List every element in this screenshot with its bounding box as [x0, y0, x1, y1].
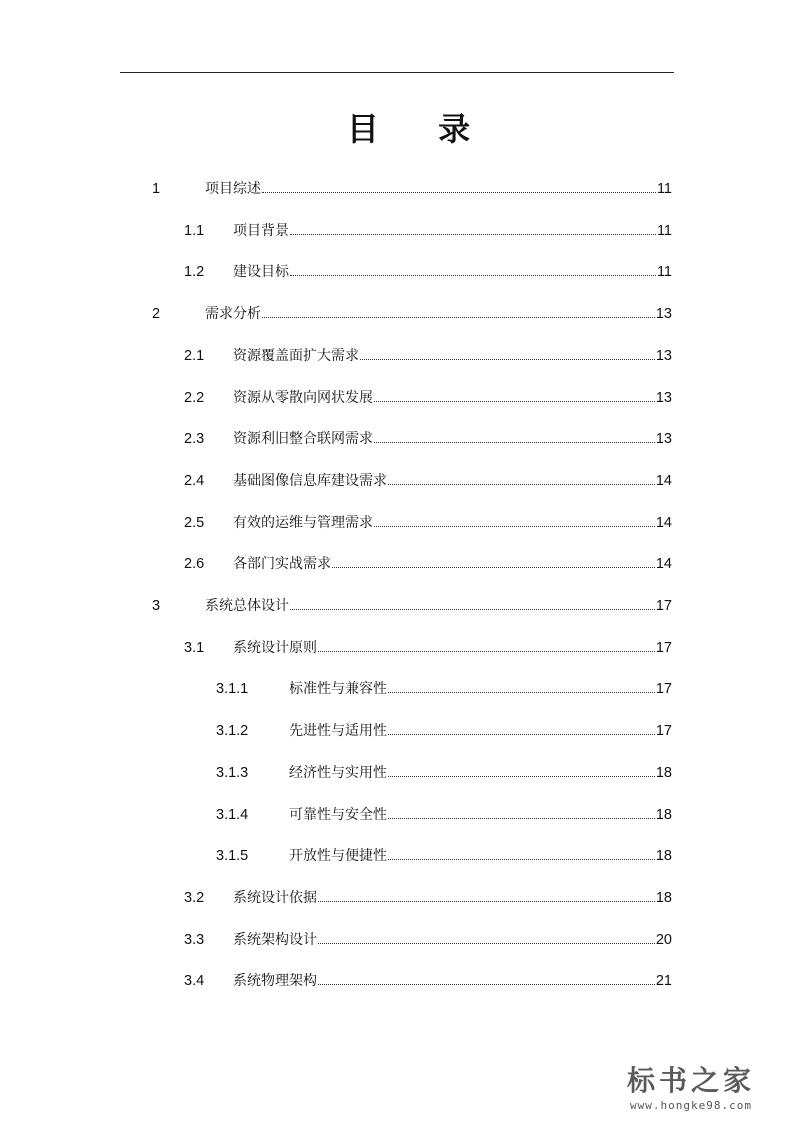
- toc-entry-title: 需求分析: [205, 306, 261, 323]
- toc-entry-title: 开放性与便捷性: [289, 848, 387, 865]
- toc-entry[interactable]: [216, 762, 672, 782]
- toc-entry-page: 13: [655, 347, 672, 364]
- toc-entry-page: 17: [655, 681, 672, 698]
- toc-entry-number: 3: [152, 598, 161, 614]
- toc-entry[interactable]: [152, 595, 672, 615]
- toc-entry-title: 基础图像信息库建设需求: [233, 472, 387, 489]
- toc-leader-dots: [388, 818, 655, 819]
- toc-entry-page: 18: [655, 764, 672, 781]
- toc-entry[interactable]: [184, 970, 672, 990]
- toc-entry[interactable]: [152, 178, 672, 198]
- toc-leader-dots: [388, 734, 655, 735]
- toc-entry[interactable]: [216, 804, 672, 824]
- toc-entry-page: 14: [655, 514, 672, 531]
- toc-entry-page: 18: [655, 889, 672, 906]
- toc-entry-number: 2.4: [184, 472, 205, 489]
- toc-entry-title: 系统架构设计: [233, 931, 317, 948]
- toc-entry-title: 系统物理架构: [233, 973, 317, 990]
- toc-entry[interactable]: [184, 387, 672, 407]
- toc-entry-number: 3.1.5: [216, 848, 249, 865]
- toc-entry[interactable]: [216, 678, 672, 698]
- toc-entry-page: 17: [655, 639, 672, 656]
- toc-entry[interactable]: [184, 470, 672, 490]
- watermark-brand: 标书之家: [626, 1064, 755, 1097]
- toc-entry-number: 2.6: [184, 556, 205, 573]
- toc-entry[interactable]: [184, 637, 672, 657]
- toc-entry-page: 21: [655, 973, 672, 990]
- watermark: [601, 1059, 781, 1112]
- toc-entry-page: 18: [655, 806, 672, 823]
- toc-leader-dots: [318, 943, 655, 944]
- toc-leader-dots: [332, 567, 655, 568]
- toc-entry-number: 2: [152, 306, 161, 323]
- header-rule: [120, 72, 674, 73]
- toc-leader-dots: [290, 234, 656, 235]
- toc-entry-page: 11: [656, 181, 672, 197]
- toc-entry-page: 14: [655, 556, 672, 573]
- toc-entry-number: 2.1: [184, 347, 205, 364]
- toc-leader-dots: [374, 442, 655, 443]
- toc-entry-page: 20: [655, 931, 672, 948]
- toc-entry-number: 3.3: [184, 931, 205, 948]
- watermark-url: www.hongke98.com: [630, 1099, 752, 1112]
- toc-entry[interactable]: [184, 345, 672, 365]
- toc-entry-title: 资源覆盖面扩大需求: [233, 347, 359, 364]
- toc-entry-number: 2.3: [184, 431, 205, 448]
- toc-leader-dots: [388, 692, 655, 693]
- toc-entry-title: 项目综述: [205, 181, 261, 197]
- toc-leader-dots: [388, 776, 655, 777]
- toc-entry-title: 资源利旧整合联网需求: [233, 431, 373, 448]
- toc-leader-dots: [262, 317, 655, 318]
- toc-entry-page: 11: [656, 222, 672, 239]
- toc-leader-dots: [360, 359, 655, 360]
- toc-leader-dots: [290, 609, 655, 610]
- toc-entry-title: 项目背景: [233, 222, 289, 239]
- toc-entry-title: 经济性与实用性: [289, 764, 387, 781]
- toc-entry-page: 18: [655, 848, 672, 865]
- toc-entry[interactable]: [184, 553, 672, 573]
- toc-entry-title: 系统设计依据: [233, 889, 317, 906]
- toc-entry-number: 1.1: [184, 222, 205, 239]
- toc-entry[interactable]: [184, 887, 672, 907]
- toc-entry-page: 11: [656, 264, 672, 281]
- toc-entry[interactable]: [216, 845, 672, 865]
- toc-entry-number: 3.4: [184, 973, 205, 990]
- toc-entry-number: 3.1: [184, 639, 205, 656]
- toc-entry-number: 1: [152, 181, 161, 197]
- toc-entry-title: 可靠性与安全性: [289, 806, 387, 823]
- toc-entry[interactable]: [152, 303, 672, 323]
- toc-entry-title: 标准性与兼容性: [289, 681, 387, 698]
- toc-entry-page: 17: [655, 598, 672, 614]
- page-title: 目 录: [346, 110, 495, 148]
- toc-leader-dots: [388, 859, 655, 860]
- toc-entry-title: 有效的运维与管理需求: [233, 514, 373, 531]
- toc-entry[interactable]: [184, 261, 672, 281]
- toc-leader-dots: [374, 526, 655, 527]
- toc-leader-dots: [388, 484, 655, 485]
- toc-entry-page: 13: [655, 431, 672, 448]
- toc-entry-title: 先进性与适用性: [289, 723, 387, 740]
- toc-entry-page: 13: [655, 306, 672, 323]
- toc-entry-title: 各部门实战需求: [233, 556, 331, 573]
- toc-leader-dots: [318, 901, 655, 902]
- toc-entry-number: 3.1.1: [216, 681, 249, 698]
- toc-entry-page: 17: [655, 723, 672, 740]
- toc-entry-number: 3.1.2: [216, 723, 249, 740]
- toc-entry-title: 系统设计原则: [233, 639, 317, 656]
- toc-entry-number: 1.2: [184, 264, 205, 281]
- toc-leader-dots: [318, 651, 655, 652]
- toc-entry-number: 2.5: [184, 514, 205, 531]
- toc-entry-number: 2.2: [184, 389, 205, 406]
- toc-entry-number: 3.2: [184, 889, 205, 906]
- toc-entry[interactable]: [184, 512, 672, 532]
- toc-leader-dots: [262, 192, 656, 193]
- toc-leader-dots: [318, 984, 655, 985]
- toc-entry-title: 系统总体设计: [205, 598, 289, 614]
- toc-entry[interactable]: [184, 220, 672, 240]
- toc-entry-title: 资源从零散向网状发展: [233, 389, 373, 406]
- toc-entry-number: 3.1.4: [216, 806, 249, 823]
- toc-entry[interactable]: [216, 720, 672, 740]
- toc-entry[interactable]: [184, 428, 672, 448]
- toc-entry-number: 3.1.3: [216, 764, 249, 781]
- toc-leader-dots: [290, 275, 656, 276]
- toc-leader-dots: [374, 401, 655, 402]
- toc-entry-page: 13: [655, 389, 672, 406]
- toc-entry-title: 建设目标: [233, 264, 289, 281]
- toc-entry-page: 14: [655, 472, 672, 489]
- toc-entry[interactable]: [184, 929, 672, 949]
